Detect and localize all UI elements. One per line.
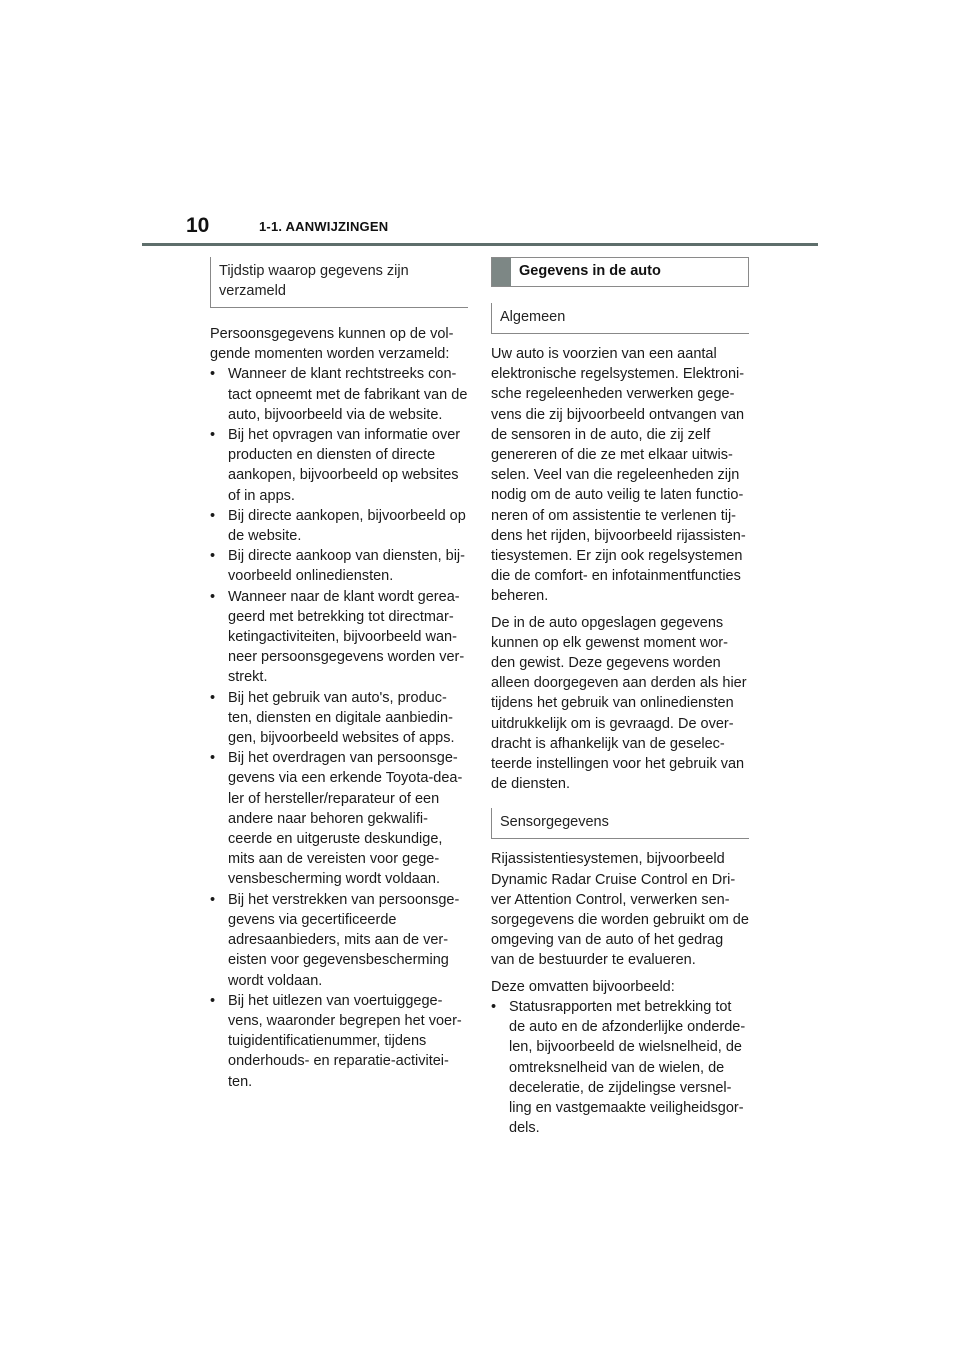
subhead-text: Algemeen	[500, 309, 566, 325]
list-item	[210, 587, 468, 688]
heading-tab-marker	[492, 258, 511, 286]
general-paragraph: Uw auto is voorzien van een aantal elektronische regelsystemen. Elektroni-sche regeleenheden verwerken gege-vens die zij bijvoorbeeld ontvangen van de sensoren in de auto, die zij zelf genereren of die ze met elkaar uitwis-selen. Veel van die regeleenheden zijn nodig om de auto veilig te laten functio-neren of om assistentie te verlenen tij-dens het rijden, bijvoorbeeld rijassisten-tiesystemen. Er zijn ook regelsystemen die de comfort- en infotainmentfuncties beheren.	[491, 346, 746, 605]
bullet-glyph: •	[210, 750, 216, 767]
bullet-glyph: •	[210, 548, 216, 565]
sensor-paragraph: Deze omvatten bijvoorbeeld:	[491, 978, 675, 995]
bullet-glyph: •	[210, 427, 216, 444]
subhead-text: Tijdstip waarop gegevens zijn verzameld	[219, 263, 409, 299]
list-item-text: Bij het gebruik van auto's, produc-ten, diensten en digitale aanbiedin-gen, bijvoorbeeld websites of apps.	[228, 689, 455, 747]
list-item-text: Statusrapporten met betrekking tot de auto en de afzonderlijke onderde-len, bijvoorbeeld de wielsnelheid, de omtreksnelheid van de wielen, de deceleratie, de zijdelingse versnel-ling en vastgemaakte veiligheidsgor-dels.	[509, 998, 746, 1137]
list-item	[491, 997, 749, 1138]
subhead-sensor-data	[491, 808, 749, 839]
bullet-glyph: •	[491, 998, 497, 1015]
list-item-text: Bij het opvragen van informatie over producten en diensten of directe aankopen, bijvoorbeeld op websites of in apps.	[228, 427, 461, 504]
bullet-glyph: •	[210, 366, 216, 383]
list-item-text: Bij directe aankoop van diensten, bij-voorbeeld onlinediensten.	[228, 548, 465, 585]
bullet-glyph: •	[210, 507, 216, 524]
sensor-paragraph: Rijassistentiesystemen, bijvoorbeeld Dynamic Radar Cruise Control en Dri-ver Attention Control, verwerken sen-sorgegevens die worden gebruikt om de omgeving van de auto of het gedrag van de bestuurder te evalueren.	[491, 851, 749, 969]
list-item	[210, 506, 468, 546]
right-column	[491, 257, 749, 1138]
bullet-glyph: •	[210, 588, 216, 605]
page-number: 10	[186, 214, 210, 237]
list-item	[210, 688, 468, 749]
header-rule	[142, 243, 818, 246]
collection-moments-list	[210, 364, 468, 1091]
intro-paragraph: Persoonsgegevens kunnen op de vol-gende momenten worden verzameld:	[210, 326, 454, 363]
list-item-text: Bij het overdragen van persoonsge-gevens via een erkende Toyota-dea-ler of hersteller/reparateur of een andere naar behoren gekwalifi-ceerde en uitgeruste deskundige, mits aan de vereisten voor gege-vensbescherming wordt voldaan.	[228, 750, 463, 888]
list-item	[210, 546, 468, 586]
subhead-general	[491, 303, 749, 334]
list-item	[210, 425, 468, 506]
subhead-text: Sensorgegevens	[500, 814, 609, 831]
sensor-list	[491, 997, 749, 1138]
section-title: 1-1. AANWIJZINGEN	[259, 219, 389, 234]
list-item-text: Wanneer de klant rechtstreeks con-tact opneemt met de fabrikant van de auto, bijvoorbeeld via de website.	[228, 366, 468, 423]
section-heading: Gegevens in de auto	[519, 263, 661, 279]
list-item-text: Wanneer naar de klant wordt gerea-geerd met betrekking tot directmar-ketingactiviteiten, bijvoorbeeld wan-neer persoonsgegevens worden ver-strekt.	[228, 588, 465, 686]
subhead-collection-moment	[210, 257, 468, 308]
list-item	[210, 991, 468, 1092]
list-item-text: Bij het verstrekken van persoonsge-gevens via gecertificeerde adresaanbieders, mits aan de ver-eisten voor gegevensbescherming wordt voldaan.	[228, 891, 460, 989]
left-column	[210, 257, 468, 1092]
bullet-glyph: •	[210, 891, 216, 908]
bullet-glyph: •	[210, 992, 216, 1009]
general-paragraph: De in de auto opgeslagen gegevens kunnen op elk gewenst moment wor-den gewist. Deze gegevens worden alleen doorgegeven aan derden als hier tijdens het gebruik van onlinediensten uitdrukkelijk om is gevraagd. De over-dracht is afhankelijk van de geselec-teerde instellingen voor het gebruik van de diensten.	[491, 614, 747, 793]
list-item	[210, 364, 468, 425]
list-item-text: Bij het uitlezen van voertuiggege-vens, waaronder begrepen het voer-tuigidentificatienummer, tijdens onderhouds- en reparatie-activitei-ten.	[228, 992, 462, 1090]
bullet-glyph: •	[210, 689, 216, 706]
list-item-text: Bij directe aankopen, bijvoorbeeld op de website.	[228, 507, 466, 545]
section-heading-bar	[491, 257, 749, 287]
list-item	[210, 890, 468, 991]
list-item	[210, 748, 468, 889]
